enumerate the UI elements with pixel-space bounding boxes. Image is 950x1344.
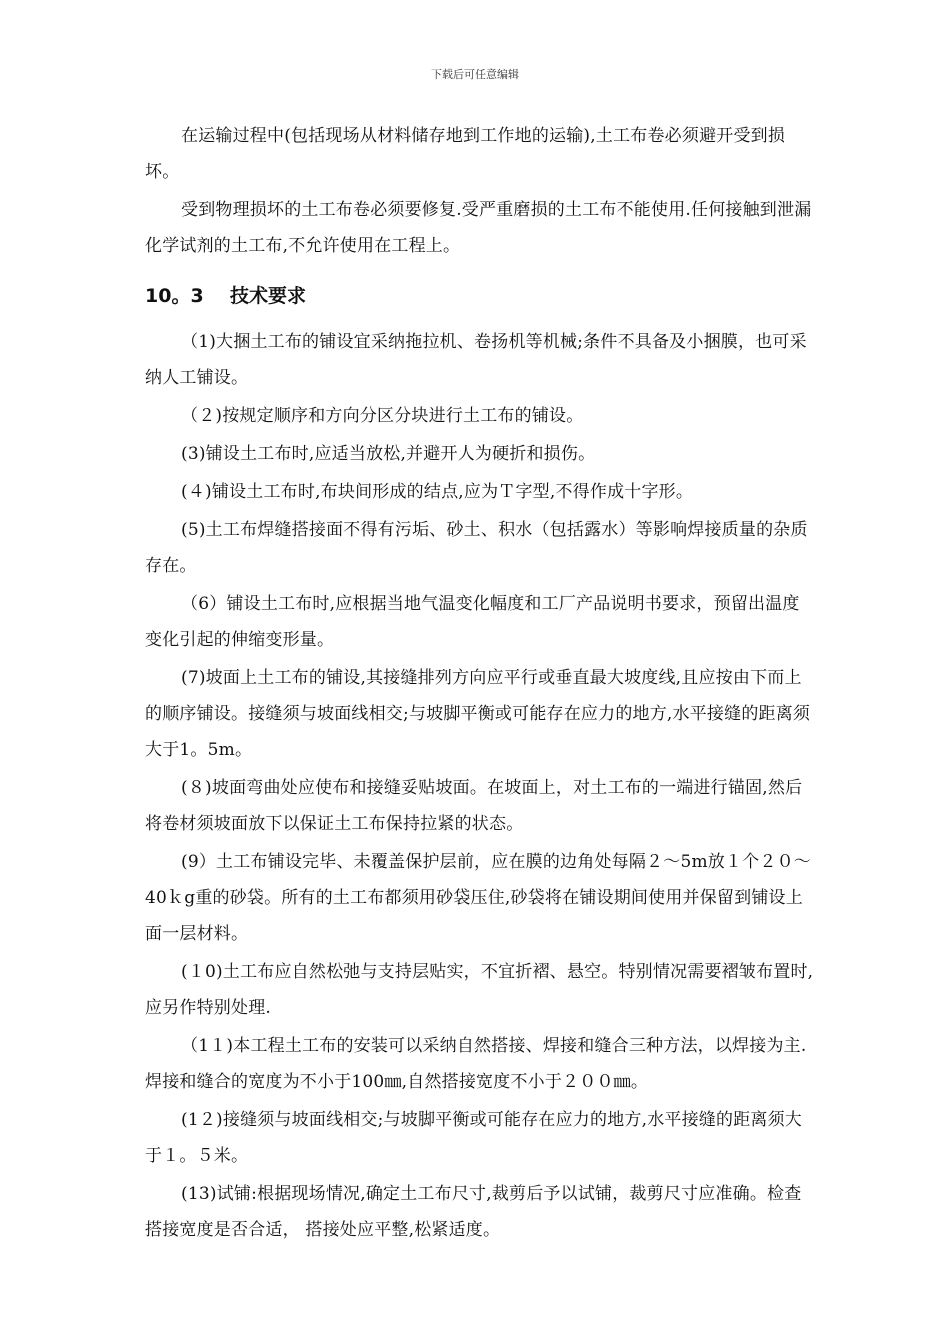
requirement-item: （1１)本工程土工布的安装可以采纳自然搭接、焊接和缝合三种方法，以焊接为主.焊接和缝合的宽度为不小于100㎜,自然搭接宽度不小于２００㎜。 xyxy=(145,1036,807,1092)
intro-paragraph: 在运输过程中(包括现场从材料储存地到工作地的运输),土工布卷必须避开受到损坏。 xyxy=(145,126,786,182)
requirement-item: （1)大捆土工布的铺设宜采纳拖拉机、卷扬机等机械;条件不具备及小捆膜，也可采纳人工铺设。 xyxy=(145,332,807,388)
requirement-item: (5)土工布焊缝搭接面不得有污垢、砂土、积水（包括露水）等影响焊接质量的杂质存在。 xyxy=(145,520,808,576)
document-body xyxy=(145,118,815,1250)
requirement-item: (7)坡面上土工布的铺设,其接缝排列方向应平行或垂直最大坡度线,且应按由下而上的顺序铺设。接缝须与坡面线相交;与坡脚平衡或可能存在应力的地方,水平接缝的距离须大于1。5m。 xyxy=(145,668,811,760)
requirement-item: (9）土工布铺设完毕、未覆盖保护层前，应在膜的边角处每隔２～5m放１个２０～40ｋg重的砂袋。所有的土工布都须用砂袋压住,砂袋将在铺设期间使用并保留到铺设上面一层材料。 xyxy=(145,852,811,944)
requirement-item: （２)按规定顺序和方向分区分块进行土工布的铺设。 xyxy=(181,406,584,426)
requirement-item: (８)坡面弯曲处应使布和接缝妥贴坡面。在坡面上，对土工布的一端进行锚固,然后将卷材须坡面放下以保证土工布保持拉紧的状态。 xyxy=(145,778,803,834)
section-title: 技术要求 xyxy=(230,285,307,307)
intro-paragraph: 受到物理损坏的土工布卷必须要修复.受严重磨损的土工布不能使用.任何接触到泄漏化学试剂的土工布,不允许使用在工程上。 xyxy=(145,200,812,256)
requirement-item: (13)试铺:根据现场情况,确定土工布尺寸,裁剪后予以试铺，裁剪尺寸应准确。检查搭接宽度是否合适， 搭接处应平整,松紧适度。 xyxy=(145,1184,802,1240)
page-header: 下载后可任意编辑 xyxy=(431,68,519,81)
requirement-item: (４)铺设土工布时,布块间形成的结点,应为Ｔ字型,不得作成十字形。 xyxy=(181,482,694,502)
requirement-item: (1２)接缝须与坡面线相交;与坡脚平衡或可能存在应力的地方,水平接缝的距离须大于１。５米。 xyxy=(145,1110,803,1166)
requirement-item: （6）铺设土工布时,应根据当地气温变化幅度和工厂产品说明书要求，预留出温度变化引起的伸缩变形量。 xyxy=(145,594,800,650)
section-number: 10。3 xyxy=(145,285,204,307)
requirement-item: (3)铺设土工布时,应适当放松,并避开人为硬折和损伤。 xyxy=(181,444,596,464)
requirement-item: (１0)土工布应自然松弛与支持层贴实，不宜折褶、悬空。特别情况需要褶皱布置时,应另作特别处理. xyxy=(145,962,814,1018)
section-heading xyxy=(145,276,815,316)
